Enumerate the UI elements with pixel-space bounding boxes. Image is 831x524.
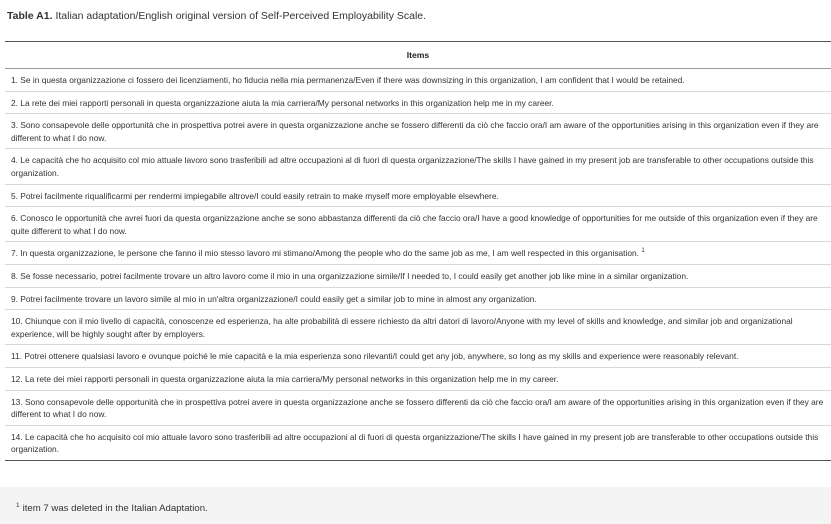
item-cell [5, 345, 831, 368]
table-row [5, 264, 831, 287]
item-text: 1. Se in questa organizzazione ci fossero dei licenziamenti, ho fiducia nella mia permanenza/Even if there was downsizing in this organization, I am confident that I would be retained. [11, 75, 685, 85]
items-table-container [5, 41, 831, 461]
item-text: 13. Sono consapevole delle opportunità che in prospettiva potrei avere in questa organizzazione anche se fossero differenti da ciò che faccio ora/I am aware of the opportunities arising in this organization even if they are different to what I do now. [11, 396, 824, 420]
item-text: 14. Le capacità che ho acquisito col mio attuale lavoro sono trasferibili ad altre occupazioni al di fuori di questa organizzazione/The skills I have gained in my present job are transferable to other occupations outside this organization. [11, 431, 819, 455]
item-cell [5, 425, 831, 460]
table-row [5, 242, 831, 265]
item-text: 4. Le capacità che ho acquisito col mio attuale lavoro sono trasferibili ad altre occupazioni al di fuori di questa organizzazione/The skills I have gained in my present job are transferable to other occupations outside this organization. [11, 155, 814, 178]
table-row [5, 207, 831, 242]
item-text: 2. La rete dei miei rapporti personali in questa organizzazione aiuta la mia carriera/My personal networks in this organization help me in my career. [11, 97, 554, 108]
table-row [5, 184, 831, 207]
table-row [5, 149, 831, 184]
item-cell [5, 287, 831, 310]
item-footnote-ref: 1 [641, 248, 645, 255]
items-table [5, 41, 831, 461]
table-row [5, 390, 831, 425]
table-row [5, 91, 831, 114]
footnote-marker: 1 [16, 501, 20, 509]
item-cell [5, 184, 831, 207]
item-text: 8. Se fosse necessario, potrei facilmente trovare un altro lavoro come il mio in una organizzazione simile/If I needed to, I could easily get another job like mine in a similar organization. [11, 270, 689, 281]
item-cell [5, 310, 831, 345]
item-text: 3. Sono consapevole delle opportunità che in prospettiva potrei avere in questa organizzazione anche se fossero differenti da ciò che faccio ora/I am aware of the opportunities arising in this organization even if they are different to what I do now. [11, 120, 819, 143]
table-row [5, 69, 831, 92]
item-text: 5. Potrei facilmente riqualificarmi per rendermi impiegabile altrove/I could easily retrain to make myself more employable elsewhere. [11, 190, 499, 201]
caption-text: Italian adaptation/English original version of Self-Perceived Employability Scale. [55, 10, 427, 22]
footnote [16, 503, 208, 514]
table-row [5, 114, 831, 149]
item-text: 10. Chiunque con il mio livello di capacità, conoscenze ed esperienza, ha alte probabilità di essere richiesto da altri datori di lavoro/Anyone with my level of skills and knowledge, and similar job and organizational experience, will be highly sought after by employers. [11, 316, 793, 339]
column-header-items: Items [5, 42, 831, 69]
item-text: 12. La rete dei miei rapporti personali in questa organizzazione aiuta la mia carriera/My personal networks in this organization help me in my career. [11, 373, 559, 384]
item-cell [5, 114, 831, 149]
table-row [5, 345, 831, 368]
item-text: 11. Potrei ottenere qualsiasi lavoro e ovunque poiché le mie capacità e la mia esperienza sono rilevanti/I could get any job, anywhere, so long as my skills and experience were reasonably relevant. [11, 351, 739, 362]
table-row [5, 425, 831, 460]
item-cell [5, 91, 831, 114]
table-row [5, 287, 831, 310]
table-row [5, 367, 831, 390]
item-cell [5, 69, 831, 92]
table-body [5, 69, 831, 461]
item-text: 6. Conosco le opportunità che avrei fuori da questa organizzazione anche se sono abbastanza differenti da ciò che faccio ora/I have a good knowledge of opportunities for me outside of this organization even if they are quite different to what I do now. [11, 213, 818, 236]
table-header-row [5, 42, 831, 69]
item-text: 9. Potrei facilmente trovare un lavoro simile al mio in un'altra organizzazione/I could easily get a similar job to mine in almost any organization. [11, 293, 537, 304]
caption-label: Table A1. [7, 10, 53, 22]
footnote-text: item 7 was deleted in the Italian Adaptation. [22, 503, 208, 514]
item-cell [5, 264, 831, 287]
item-cell [5, 149, 831, 184]
item-text: 7. In questa organizzazione, le persone che fanno il mio stesso lavoro mi stimano/Among the people who do the same job as me, I am well respected in this organisation. [11, 248, 640, 259]
item-cell [5, 242, 831, 265]
item-cell [5, 207, 831, 242]
item-cell [5, 390, 831, 425]
table-row [5, 310, 831, 345]
item-cell [5, 367, 831, 390]
table-caption [7, 10, 426, 22]
footnote-area [0, 487, 831, 524]
